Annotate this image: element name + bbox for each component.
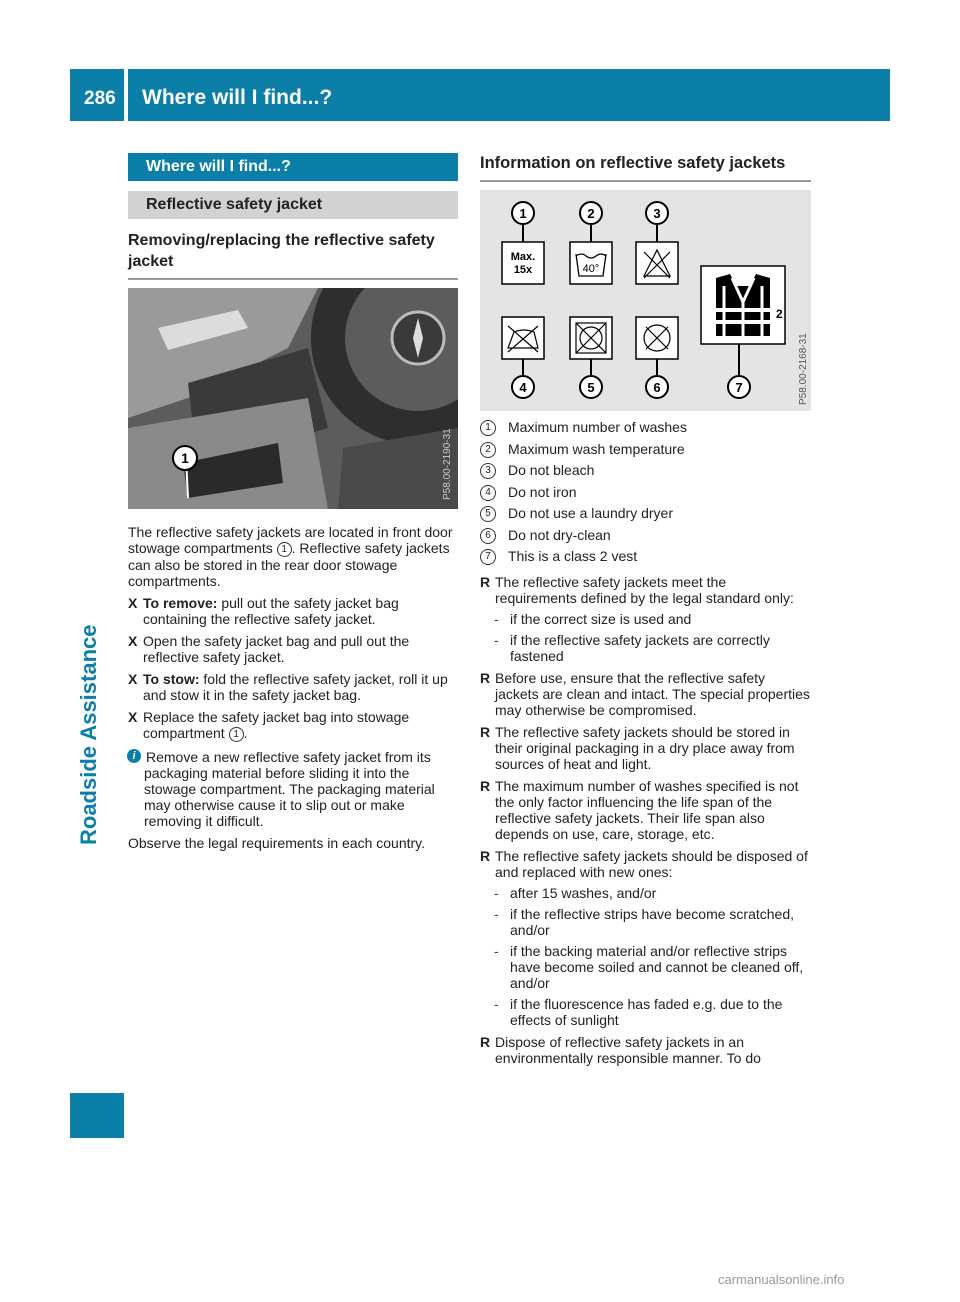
step-stow (128, 671, 458, 703)
step-ref-circle: 1 (229, 727, 244, 742)
sub-text: if the fluorescence has faded e.g. due to the effects of sunlight (510, 995, 783, 1028)
legend-text: Do not iron (508, 483, 577, 500)
svg-text:3: 3 (653, 206, 661, 221)
sub-text: if the reflective safety jackets are correctly fastened (510, 631, 770, 664)
care-symbols-illustration (480, 190, 811, 411)
max-label: Max. (510, 251, 536, 263)
step-text: Open the safety jacket bag and pull out the reflective safety jacket. (143, 633, 410, 665)
bullet-marker: R (480, 723, 491, 740)
door-photo (128, 288, 458, 509)
door-photo-illustration (128, 288, 458, 509)
right-column (480, 153, 811, 1066)
legend-item (480, 460, 811, 482)
bullet-text: Before use, ensure that the reflective safety jackets are clean and intact. The special properties may otherwise be compromised. (495, 669, 810, 718)
side-tab-label: Roadside Assistance (76, 624, 101, 845)
sub-text: if the correct size is used and (510, 610, 692, 627)
sub-text: if the backing material and/or reflective strips have become soiled and cannot be cleaned off, and/or (510, 942, 804, 991)
step-text: fold the reflective safety jacket, roll it up and stow it in the safety jacket bag. (143, 671, 448, 703)
step-open-bag (128, 633, 458, 665)
sub-item (480, 885, 811, 901)
bullet-text: The reflective safety jackets should be stored in their original packaging in a dry place away from sources of heat and light. (495, 723, 795, 772)
bullet-environment (480, 1034, 811, 1066)
bullet-marker: R (480, 573, 491, 590)
info-note (128, 749, 458, 829)
legend-text: Do not bleach (508, 462, 595, 478)
info-icon: i (127, 749, 141, 763)
bullet-marker: R (480, 669, 491, 686)
legend-number: 1 (480, 420, 496, 436)
header-divider (124, 69, 128, 121)
diagram-code: P58.00-2168-31 (798, 333, 809, 405)
page-number: 286 (84, 88, 116, 109)
step-text: pull out the safety jacket bag containing the reflective safety jacket. (143, 595, 399, 627)
svg-text:2: 2 (587, 206, 595, 221)
dash-marker: - (494, 631, 499, 648)
intro-paragraph (128, 524, 458, 589)
sub-text: if the reflective strips have become scratched, and/or (510, 905, 795, 938)
step-marker: X (128, 671, 138, 687)
callout-5 (580, 359, 602, 398)
side-tab-label-wrap (76, 575, 116, 845)
intro-text-1: The reflective safety jackets are located in front door stowage compartments (128, 524, 453, 556)
svg-text:6: 6 (653, 380, 661, 395)
photo-callout: 1 (181, 450, 189, 466)
legend-item (480, 482, 811, 504)
left-column (128, 153, 458, 851)
step-bold: To remove: (143, 595, 218, 611)
wash-temp-label: 40° (582, 263, 600, 275)
legend-item (480, 525, 811, 547)
sub-item (480, 996, 811, 1028)
sub-item (480, 611, 811, 627)
no-iron-symbol (502, 317, 544, 359)
legend-number: 5 (480, 506, 496, 522)
legend-text: Do not dry-clean (508, 526, 611, 543)
dash-marker: - (494, 942, 499, 959)
sub-item (480, 943, 811, 991)
legend-number: 2 (480, 442, 496, 458)
vest-class-number: 2 (776, 307, 783, 321)
dash-marker: - (494, 995, 499, 1012)
legend-text: This is a class 2 vest (508, 548, 638, 564)
step-marker: X (128, 709, 138, 725)
callout-7 (728, 344, 750, 398)
svg-text:1: 1 (519, 206, 527, 221)
watermark: carmanualsonline.info (718, 1272, 845, 1287)
step-replace (128, 709, 458, 742)
step-marker: X (128, 633, 138, 649)
callout-6 (646, 359, 668, 398)
step-remove (128, 595, 458, 627)
dash-marker: - (494, 610, 499, 627)
dash-marker: - (494, 884, 499, 901)
step-bold: To stow: (143, 671, 200, 687)
legend-item (480, 546, 811, 568)
side-tab-marker (70, 1093, 124, 1138)
photo-code: P58.00-2190-31 (442, 428, 453, 500)
bullet-text: Dispose of reflective safety jackets in an environmentally responsible manner. To do (495, 1033, 761, 1066)
legend-item (480, 503, 811, 525)
bullet-text: The maximum number of washes specified is not the only factor influencing the life span of the reflective safety jackets. Their life span also depends on use, care, storage, etc. (495, 777, 799, 842)
max-washes-symbol (502, 242, 544, 284)
legend-number: 4 (480, 485, 496, 501)
bullet-storage (480, 724, 811, 772)
care-symbols-diagram (480, 190, 811, 411)
legend-text: Maximum number of washes (508, 419, 687, 435)
bullet-marker: R (480, 847, 491, 864)
no-bleach-symbol (636, 242, 678, 284)
step-marker: X (128, 595, 138, 611)
step-tail: . (243, 725, 248, 741)
bullet-requirements (480, 574, 811, 606)
svg-text:7: 7 (735, 380, 743, 395)
callout-4 (512, 359, 534, 398)
subsection-title: Reflective safety jacket (128, 191, 458, 219)
step-text: Replace the safety jacket bag into stowage compartment (143, 709, 410, 741)
bullet-marker: R (480, 1033, 491, 1050)
legend-text: Maximum wash temperature (508, 440, 685, 457)
callout-3 (646, 202, 668, 244)
heading-information: Information on reflective safety jackets (480, 153, 811, 182)
section-title: Where will I find...? (128, 153, 458, 181)
header-title: Where will I find...? (142, 86, 333, 109)
dash-marker: - (494, 905, 499, 922)
bullet-dispose-replace (480, 848, 811, 880)
intro-ref-circle: 1 (277, 542, 292, 557)
sub-item (480, 632, 811, 664)
sub-text: after 15 washes, and/or (510, 884, 657, 901)
heading-removing: Removing/replacing the reflective safety jacket (128, 230, 458, 280)
legend-number: 7 (480, 549, 496, 565)
bullet-text: The reflective safety jackets meet the requirements defined by the legal standard only: (495, 573, 794, 606)
bullet-before-use (480, 670, 811, 718)
bullet-text: The reflective safety jackets should be disposed of and replaced with new ones: (495, 847, 808, 880)
callout-1 (512, 202, 534, 244)
legend-item (480, 439, 811, 461)
svg-text:5: 5 (587, 380, 595, 395)
legend-number: 3 (480, 463, 496, 479)
legend-list (480, 417, 811, 568)
info-note-text: Remove a new reflective safety jacket from its packaging material before sliding it into the stowage compartment. The packaging material may otherwise cause it to slip out or make removing it difficult. (144, 749, 435, 829)
legend-text: Do not use a laundry dryer (508, 505, 673, 521)
closing-paragraph: Observe the legal requirements in each country. (128, 835, 426, 851)
bullet-life-span (480, 778, 811, 842)
sub-item (480, 906, 811, 938)
legend-item (480, 417, 811, 439)
bullet-marker: R (480, 777, 491, 794)
svg-text:4: 4 (519, 380, 527, 395)
callout-2 (580, 202, 602, 244)
intro-text-2: . Reflective safety jackets can also be stored in the rear door stowage compartments. (128, 540, 450, 589)
max-count: 15x (513, 264, 533, 276)
legend-number: 6 (480, 528, 496, 544)
